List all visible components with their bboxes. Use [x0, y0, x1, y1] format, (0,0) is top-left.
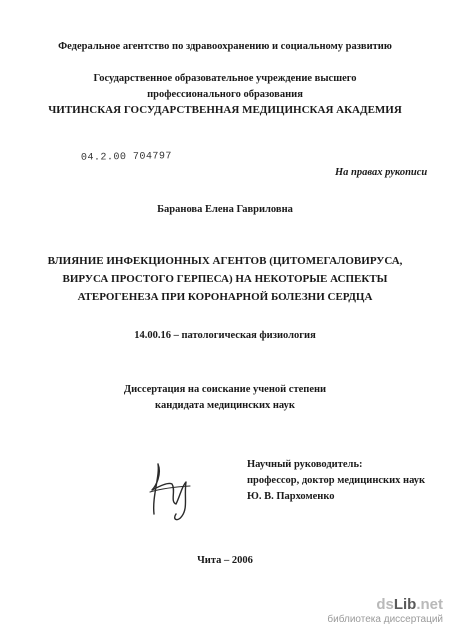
handwritten-signature: [146, 456, 196, 526]
title-line-3: АТЕРОГЕНЕЗА ПРИ КОРОНАРНОЙ БОЛЕЗНИ СЕРДЦА: [77, 291, 373, 303]
institution-name: ЧИТИНСКАЯ ГОСУДАРСТВЕННАЯ МЕДИЦИНСКАЯ АКАДЕМИЯ: [48, 104, 402, 116]
degree-line-2: кандидата медицинских наук: [155, 400, 295, 411]
agency-name: Федеральное агентство по здравоохранению и социальному развитию: [58, 41, 392, 52]
specialty-code: 14.00.16 – патологическая физиология: [134, 330, 316, 341]
title-line-2: ВИРУСА ПРОСТОГО ГЕРПЕСА) НА НЕКОТОРЫЕ АСПЕКТЫ: [62, 273, 388, 285]
brand-ds: ds: [376, 596, 394, 613]
brand-lib: Lib: [393, 596, 417, 613]
institution-line-1: Государственное образовательное учреждение высшего: [93, 73, 357, 84]
manuscript-note: На правах рукописи: [335, 167, 428, 178]
author-name: Баранова Елена Гавриловна: [157, 204, 293, 215]
title-line-1: ВЛИЯНИЕ ИНФЕКЦИОННЫХ АГЕНТОВ (ЦИТОМЕГАЛОВИРУСА,: [47, 255, 403, 267]
brand-net: .net: [416, 596, 443, 613]
supervisor-title: профессор, доктор медицинских наук: [247, 475, 426, 486]
dslib-watermark-logo[interactable]: [318, 597, 443, 631]
degree-line-1: Диссертация на соискание ученой степени: [123, 384, 327, 395]
library-stamp-number: 04.2.00 704797: [80, 151, 173, 164]
supervisor-label: Научный руководитель:: [247, 459, 363, 470]
supervisor-name: Ю. В. Пархоменко: [247, 491, 335, 502]
dslib-brand: [318, 597, 443, 613]
institution-line-2: профессионального образования: [147, 89, 303, 100]
city-year: Чита – 2006: [197, 555, 253, 566]
dslib-subtitle: библиотека диссертаций: [327, 614, 443, 625]
